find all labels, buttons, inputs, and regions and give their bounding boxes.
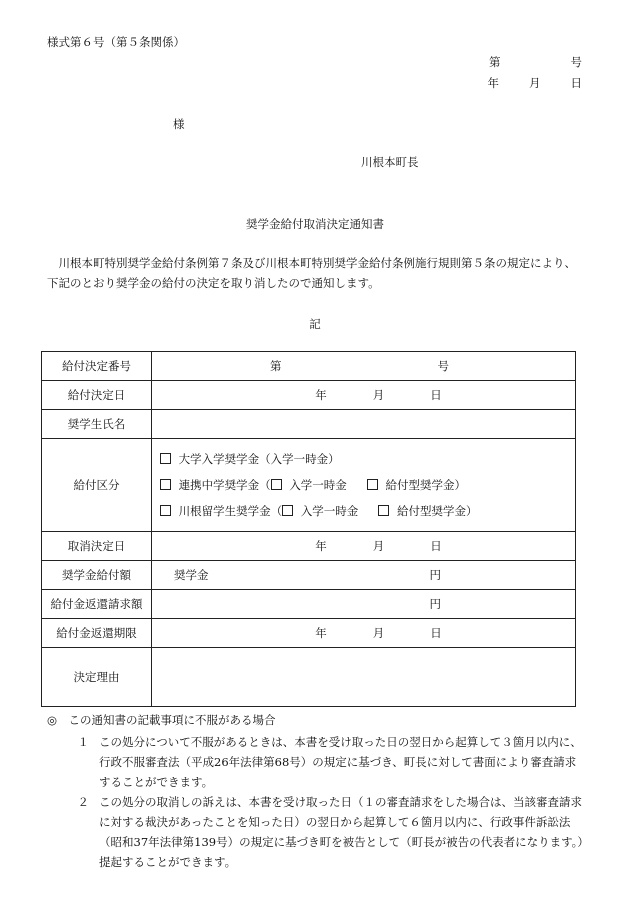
- notice-table: [41, 351, 576, 707]
- document-date: [488, 75, 583, 91]
- category-option-1: 大学入学奨学金（入学一時金）: [160, 446, 567, 472]
- label-student-name: 奨学生氏名: [42, 410, 152, 439]
- checkbox-icon[interactable]: [271, 479, 282, 490]
- addressee: 様: [173, 117, 185, 131]
- checkbox-icon[interactable]: [367, 479, 378, 490]
- date-day: 日: [570, 76, 582, 90]
- row-decision-date: [42, 381, 576, 410]
- category-option-2: 連携中学奨学金（ 入学一時金 給付型奨学金）: [160, 472, 567, 498]
- doc-no-go: 号: [570, 55, 582, 69]
- row-category: [42, 439, 576, 532]
- row-amount: [42, 561, 576, 590]
- label-category: 給付区分: [42, 439, 152, 532]
- checkbox-icon[interactable]: [160, 505, 171, 516]
- date-year: 年: [487, 76, 499, 90]
- label-decision-number: 給付決定番号: [42, 352, 152, 381]
- row-cancel-date: [42, 532, 576, 561]
- note-item: １ この処分について不服があるときは、本書を受け取った日の翌日から起算して３箇月以内に、行政不服審査法（平成26年法律第68号）の規定に基づき、町長に対して書面により審査請求することができます。: [77, 735, 582, 789]
- label-cancel-date: 取消決定日: [42, 532, 152, 561]
- category-option-3: 川根留学生奨学金（ 入学一時金 給付型奨学金）: [160, 498, 567, 524]
- value-category: [152, 439, 576, 532]
- value-cancel-date: 年 月 日: [152, 532, 576, 561]
- notes-heading: ◎ この通知書の記載事項に不服がある場合: [47, 713, 276, 727]
- notes: [47, 710, 587, 872]
- value-reason: [152, 648, 576, 707]
- label-refund-deadline: 給付金返還期限: [42, 619, 152, 648]
- value-decision-number: 第 号: [152, 352, 576, 381]
- checkbox-icon[interactable]: [378, 505, 389, 516]
- value-refund-deadline: 年 月 日: [152, 619, 576, 648]
- row-student-name: [42, 410, 576, 439]
- row-reason: [42, 648, 576, 707]
- label-amount: 奨学金給付額: [42, 561, 152, 590]
- label-decision-date: 給付決定日: [42, 381, 152, 410]
- value-refund-amount: 円: [152, 590, 576, 619]
- document-number: [489, 54, 582, 70]
- form-number: 様式第６号（第５条関係）: [47, 35, 185, 49]
- document-title: 奨学金給付取消決定通知書: [246, 217, 384, 231]
- checkbox-icon[interactable]: [282, 505, 293, 516]
- value-amount: 奨学金 円: [152, 561, 576, 590]
- body-text: 川根本町特別奨学金給付条例第７条及び川根本町特別奨学金給付条例施行規則第５条の規定により、下記のとおり奨学金の給付の決定を取り消したので通知します。: [47, 256, 576, 290]
- value-decision-date: 年 月 日: [152, 381, 576, 410]
- checkbox-icon[interactable]: [160, 453, 171, 464]
- ki-heading: 記: [309, 317, 321, 331]
- row-refund-amount: [42, 590, 576, 619]
- note-item: ２ この処分の取消しの訴えは、本書を受け取った日（１の審査請求をした場合は、当該審査請求に対する裁決があったことを知った日）の翌日から起算して６箇月以内に、行政事件訴訟法（昭和37年法律第139号）の規定に基づき町を被告として（町長が被告の代表者になります。）提起することができます。: [77, 795, 584, 869]
- row-refund-deadline: [42, 619, 576, 648]
- checkbox-icon[interactable]: [160, 479, 171, 490]
- row-decision-number: [42, 352, 576, 381]
- issuer: 川根本町長: [361, 155, 419, 169]
- date-month: 月: [529, 76, 541, 90]
- value-student-name: [152, 410, 576, 439]
- label-reason: 決定理由: [42, 648, 152, 707]
- label-refund-amount: 給付金返還請求額: [42, 590, 152, 619]
- doc-no-dai: 第: [489, 55, 501, 69]
